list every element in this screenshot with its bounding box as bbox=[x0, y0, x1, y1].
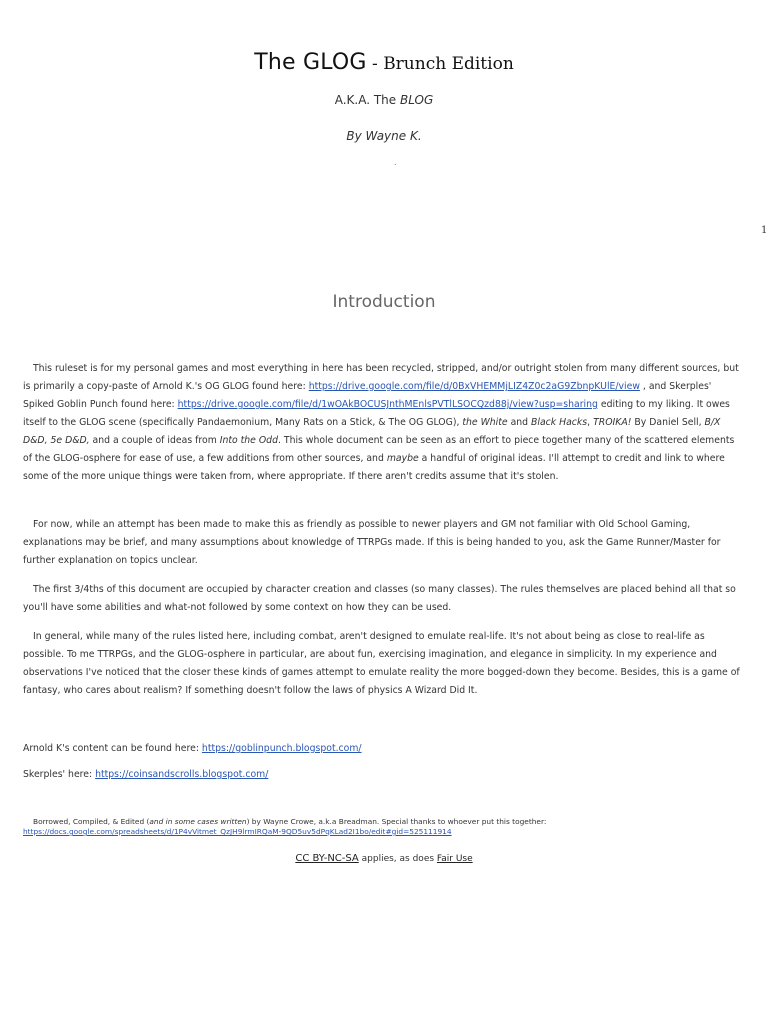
introduction-heading: Introduction bbox=[332, 292, 436, 312]
page-number: 1 bbox=[761, 225, 768, 236]
og-glog-link[interactable]: https://drive.google.com/file/d/0BxVHEMMjLIZ4Z0c2aG9ZbnpKUlE/view bbox=[308, 381, 640, 392]
title-subtitle: - Brunch Edition bbox=[366, 54, 514, 74]
text-run: a handful of original ideas. I'll attempt to credit and link to where some of the more unique things were taken from, where appropriate. If there aren't credits assume that it's stolen. bbox=[23, 453, 725, 482]
spiked-goblin-punch-link[interactable]: https://drive.google.com/file/d/1wOAkBOCUSJnthMEnlsPVTlLSOCQzd88j/view?usp=sharing bbox=[177, 399, 598, 410]
text-run: This ruleset is for my personal games and most everything in here has been recycled, stripped, and/or outright stolen from many different sources, but is primarily a copy-paste of Arnold K.'s OG GLOG found here: bbox=[23, 363, 739, 392]
text-run: applies, as does bbox=[358, 854, 437, 864]
text-run: and a couple of ideas from bbox=[89, 435, 220, 446]
title-main: The GLOG bbox=[254, 50, 367, 75]
text-run: , bbox=[587, 417, 594, 428]
text-run: , and Skerples' Spiked Goblin Punch found here: bbox=[23, 381, 712, 410]
license-line bbox=[0, 853, 768, 864]
intro-paragraph-3 bbox=[23, 581, 745, 617]
text-run: In general, while many of the rules listed here, including combat, aren't designed to emulate real-life. It's not about being as close to real-life as possible. To me TTRPGs, and the GLOG-osphere in particular, are about fun, exercising imagination, and elegance in simplicity. In my experience and observations I've noticed that the closer these kinds of games attempt to emulate reality the more bogged-down they become. Besides, this is a game of fantasy, who cares about realism? If something doesn't follow the laws of physics A Wizard Did It. bbox=[23, 631, 740, 696]
text-run: For now, while an attempt has been made to make this as friendly as possible to newer players and GM not familiar with Old School Gaming, explanations may be brief, and many assumptions about knowledge of TTRPGs made. If this is being handed to you, ask the Game Runner/Master for further explanation on topics unclear. bbox=[23, 519, 721, 566]
coinsandscrolls-link[interactable]: https://coinsandscrolls.blogspot.com/ bbox=[95, 769, 269, 780]
text-run: and bbox=[507, 417, 532, 428]
fair-use-link[interactable]: Fair Use bbox=[436, 854, 473, 864]
goblinpunch-link[interactable]: https://goblinpunch.blogspot.com/ bbox=[201, 743, 362, 754]
document-title bbox=[0, 50, 768, 75]
italic-run: and in some cases written bbox=[149, 817, 247, 826]
italic-run: Black Hacks bbox=[531, 417, 588, 428]
stray-dot: . bbox=[394, 158, 397, 167]
skerples-source-line bbox=[23, 769, 268, 780]
cc-license-link[interactable]: CC BY-NC-SA bbox=[295, 853, 359, 864]
italic-run: the White bbox=[462, 417, 508, 428]
aka-prefix: A.K.A. The bbox=[334, 93, 400, 107]
intro-paragraph-1 bbox=[23, 360, 745, 486]
text-run: ) by Wayne Crowe, a.k.a Breadman. Special thanks to whoever put this together: bbox=[246, 817, 547, 826]
aka-name: BLOG bbox=[399, 93, 434, 107]
text-run: . This whole document can be seen as an effort to piece together many of the scattered elements of the GLOG-osphere for ease of use, a few additions from other sources, and bbox=[23, 435, 735, 464]
italic-run: Into the Odd bbox=[219, 435, 278, 446]
aka-line bbox=[0, 93, 768, 107]
italic-run: maybe bbox=[386, 453, 419, 464]
intro-paragraph-2 bbox=[23, 516, 745, 570]
source-label: Skerples' here: bbox=[23, 769, 96, 780]
italic-run: TROIKA! bbox=[593, 417, 632, 428]
spreadsheet-link[interactable]: https://docs.google.com/spreadsheets/d/1P4vVitmet_QzJH9lrmIRQaM-9QD5uv5dPqKLad2I1bo/edit#gid=525111914 bbox=[23, 827, 452, 836]
intro-paragraph-4 bbox=[23, 628, 745, 700]
credits-footer bbox=[23, 817, 745, 837]
arnold-source-line bbox=[23, 743, 362, 754]
italic-run: B/X D&D, 5e D&D, bbox=[23, 417, 721, 446]
text-run: The first 3/4ths of this document are occupied by character creation and classes (so many classes). The rules themselves are placed behind all that so you'll have some abilities and what-not followed by some context on how they can be used. bbox=[23, 584, 736, 613]
text-run: Borrowed, Compiled, & Edited ( bbox=[33, 817, 150, 826]
text-run: editing to my liking. It owes itself to the GLOG scene (specifically Pandaemonium, Many Rats on a Stick, & The OG GLOG), bbox=[23, 399, 730, 428]
source-label: Arnold K's content can be found here: bbox=[23, 743, 202, 754]
byline: By Wayne K. bbox=[346, 129, 422, 143]
text-run: By Daniel Sell, bbox=[631, 417, 705, 428]
